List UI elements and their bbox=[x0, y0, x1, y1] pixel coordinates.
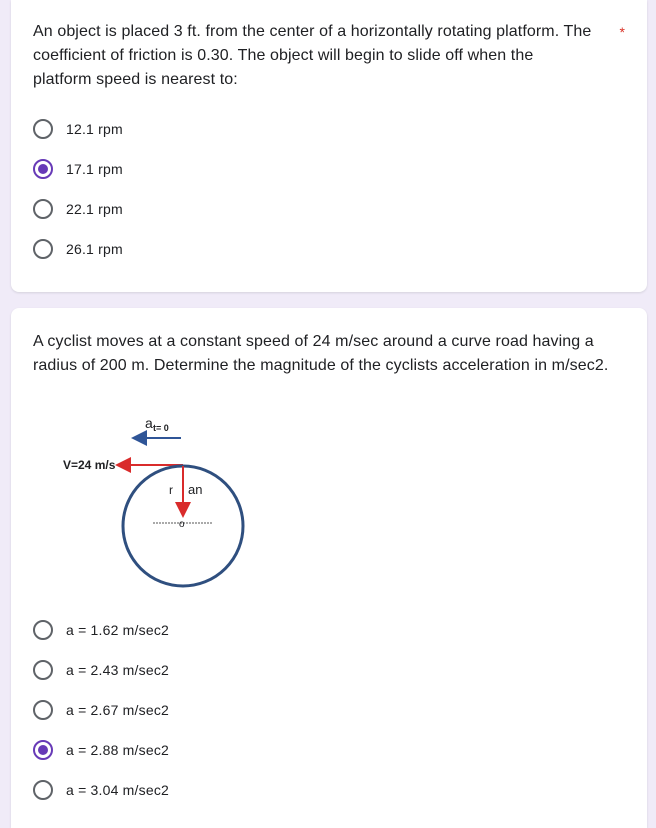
at-subscript: t= 0 bbox=[153, 423, 169, 433]
radio-icon[interactable] bbox=[33, 700, 53, 720]
q1-option-4[interactable] bbox=[33, 229, 123, 269]
q1-option-1[interactable] bbox=[33, 109, 123, 149]
radio-icon[interactable] bbox=[33, 780, 53, 800]
option-label: 17.1 rpm bbox=[66, 161, 123, 177]
option-label: a = 2.88 m/sec2 bbox=[66, 742, 170, 758]
q1-option-2[interactable] bbox=[33, 149, 123, 189]
radio-checked-icon[interactable] bbox=[33, 159, 53, 179]
center-label: o bbox=[179, 519, 185, 530]
q2-option-5[interactable] bbox=[33, 770, 169, 810]
q2-option-3[interactable] bbox=[33, 690, 169, 730]
q2-option-2[interactable] bbox=[33, 650, 169, 690]
option-label: a = 2.67 m/sec2 bbox=[66, 702, 170, 718]
cyclist-diagram bbox=[51, 408, 261, 593]
question-card-1 bbox=[11, 0, 647, 292]
option-label: a = 1.62 m/sec2 bbox=[66, 622, 170, 638]
option-label: 26.1 rpm bbox=[66, 241, 123, 257]
radio-checked-icon[interactable] bbox=[33, 740, 53, 760]
radio-icon[interactable] bbox=[33, 239, 53, 259]
q2-option-4[interactable] bbox=[33, 730, 169, 770]
at-label: a bbox=[145, 415, 153, 431]
an-label: an bbox=[188, 482, 203, 497]
required-asterisk: * bbox=[619, 24, 625, 40]
q1-option-3[interactable] bbox=[33, 189, 123, 229]
option-label: 22.1 rpm bbox=[66, 201, 123, 217]
radio-icon[interactable] bbox=[33, 199, 53, 219]
question-card-2 bbox=[11, 308, 647, 828]
radio-icon[interactable] bbox=[33, 620, 53, 640]
option-label: 12.1 rpm bbox=[66, 121, 123, 137]
option-label: a = 2.43 m/sec2 bbox=[66, 662, 170, 678]
option-label: a = 3.04 m/sec2 bbox=[66, 782, 170, 798]
radio-icon[interactable] bbox=[33, 660, 53, 680]
question-2-text: A cyclist moves at a constant speed of 24 m/sec around a curve road having a radius of 200 m. Determine the magnitude of the cyclists acceleration in m/sec2. bbox=[33, 333, 609, 374]
velocity-label: V=24 m/s bbox=[63, 458, 116, 472]
radius-label: r bbox=[169, 483, 173, 497]
radio-icon[interactable] bbox=[33, 119, 53, 139]
q2-option-1[interactable] bbox=[33, 610, 169, 650]
question-1-text: An object is placed 3 ft. from the center of a horizontally rotating platform. The coefficient of friction is 0.30. The object will begin to slide off when the platform speed is nearest to: bbox=[33, 23, 592, 88]
